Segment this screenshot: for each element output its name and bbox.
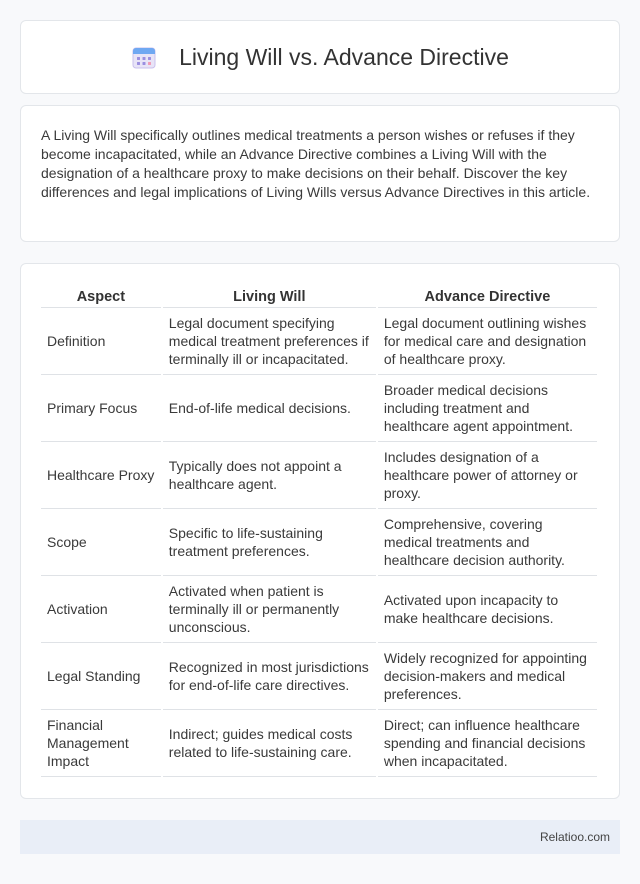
row-advance-directive: Comprehensive, covering medical treatments and healthcare decision authority.	[378, 509, 597, 576]
header-aspect: Aspect	[41, 284, 161, 308]
row-aspect: Financial Management Impact	[41, 710, 161, 777]
page-title: Living Will vs. Advance Directive	[179, 43, 509, 70]
row-aspect: Definition	[41, 308, 161, 375]
table-row	[41, 509, 597, 576]
table-header-row	[41, 284, 597, 308]
table-row	[41, 576, 597, 643]
row-aspect: Primary Focus	[41, 375, 161, 442]
footer-brand[interactable]: Relatioo.com	[539, 830, 610, 844]
table-row	[41, 643, 597, 710]
row-living-will: Legal document specifying medical treatment preferences if terminally ill or incapacitated.	[163, 308, 376, 375]
table-row	[41, 308, 597, 375]
header-advance-directive: Advance Directive	[378, 284, 597, 308]
intro-text: A Living Will specifically outlines medical treatments a person wishes or refuses if they become incapacitated, while an Advance Directive combines a Living Will with the designation of a healthcare proxy to make decisions on their behalf. Discover the key differences and legal implications of Living Wills versus Advance Directives in this article.	[41, 127, 591, 200]
row-advance-directive: Legal document outlining wishes for medical care and designation of healthcare proxy.	[378, 308, 597, 375]
row-living-will: Typically does not appoint a healthcare agent.	[163, 442, 376, 509]
table-row	[41, 710, 597, 777]
table-row	[41, 375, 597, 442]
row-advance-directive: Widely recognized for appointing decision-makers and medical preferences.	[378, 643, 597, 710]
table-row	[41, 442, 597, 509]
row-living-will: Indirect; guides medical costs related to life-sustaining care.	[163, 710, 376, 777]
row-aspect: Legal Standing	[41, 643, 161, 710]
title-card	[20, 20, 620, 94]
row-aspect: Healthcare Proxy	[41, 442, 161, 509]
row-advance-directive: Includes designation of a healthcare power of attorney or proxy.	[378, 442, 597, 509]
row-living-will: Specific to life-sustaining treatment preferences.	[163, 509, 376, 576]
row-advance-directive: Activated upon incapacity to make healthcare decisions.	[378, 576, 597, 643]
header-living-will: Living Will	[163, 284, 376, 308]
row-aspect: Scope	[41, 509, 161, 576]
row-living-will: Recognized in most jurisdictions for end-of-life care directives.	[163, 643, 376, 710]
comparison-table	[39, 284, 599, 777]
footer-bar	[20, 820, 620, 854]
row-living-will: End-of-life medical decisions.	[163, 375, 376, 442]
row-aspect: Activation	[41, 576, 161, 643]
row-advance-directive: Direct; can influence healthcare spending and financial decisions when incapacitated.	[378, 710, 597, 777]
row-advance-directive: Broader medical decisions including treatment and healthcare agent appointment.	[378, 375, 597, 442]
comparison-card	[20, 263, 620, 799]
intro-card	[20, 105, 620, 242]
row-living-will: Activated when patient is terminally ill or permanently unconscious.	[163, 576, 376, 643]
calendar-icon	[131, 44, 157, 70]
